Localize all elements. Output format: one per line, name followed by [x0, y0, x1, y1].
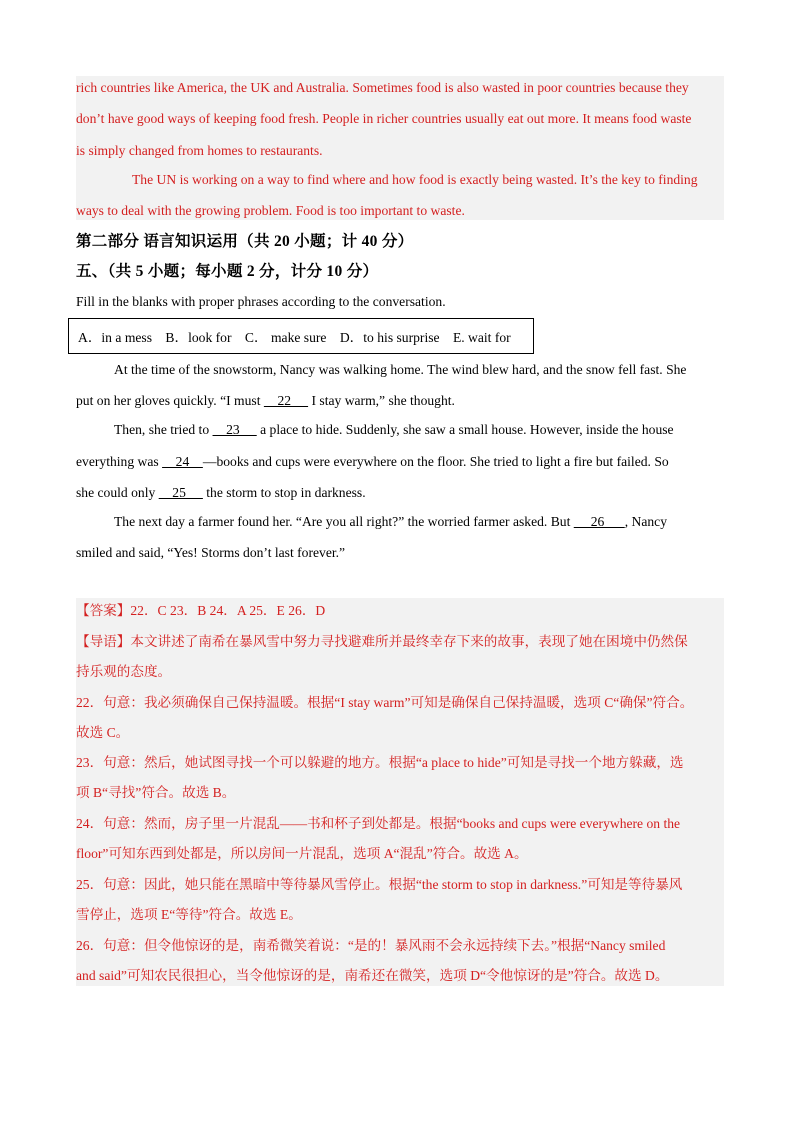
blank-24: 24 — [162, 454, 203, 469]
reading-line-1: rich countries like America, the UK and Australia. Sometimes food is also wasted in poor countries because they — [76, 80, 689, 95]
answer-line-2: 持乐观的态度。 — [76, 664, 172, 679]
instruction-text: Fill in the blanks with proper phrases according to the conversation. — [76, 294, 446, 309]
reading-line-5: ways to deal with the growing problem. Food is too important to waste. — [76, 203, 465, 218]
passage-line-3: Then, she tried to 23 a place to hide. Suddenly, she saw a small house. However, inside the house — [114, 422, 674, 437]
answer-line-4: 故选 C。 — [76, 725, 130, 740]
blank-22: 22 — [263, 393, 309, 408]
answer-line-10: 雪停止，选项 E“等待”符合。故选 E。 — [76, 907, 302, 922]
reading-line-2: don’t have good ways of keeping food fresh. People in richer countries usually eat out more. It means food waste — [76, 111, 692, 126]
part-title: 第二部分 语言知识运用（共 20 小题；计 40 分） — [76, 233, 414, 250]
blank-26: 26 — [573, 514, 625, 529]
option-a: A．in a mess — [78, 330, 153, 345]
passage-line-7: smiled and said, “Yes! Storms don’t last forever.” — [76, 545, 346, 560]
reading-line-3: is simply changed from homes to restaurants. — [76, 143, 323, 158]
answer-line-7: 24．句意：然而，房子里一片混乱——书和杯子到处都是。根据“books and cups were everywhere on the — [76, 816, 681, 831]
section-subtitle: 五、（共 5 小题；每小题 2 分，计分 10 分） — [76, 263, 379, 280]
answer-key: 【答案】22．C 23．B 24．A 25．E 26．D — [76, 603, 326, 618]
option-c: C． make sure — [244, 330, 327, 345]
answer-line-11: 26．句意：但令他惊讶的是，南希微笑着说：“是的！暴风雨不会永远持续下去。”根据“Nancy smiled — [76, 938, 666, 953]
option-e: E. wait for — [452, 330, 511, 345]
blank-23: 23 — [212, 422, 257, 437]
passage-line-4: everything was 24 —books and cups were everywhere on the floor. She tried to light a fire but failed. So — [76, 454, 669, 469]
answer-line-8: floor”可知东西到处都是，所以房间一片混乱，选项 A“混乱”符合。故选 A。 — [76, 846, 528, 861]
reading-line-4: The UN is working on a way to find where and how food is exactly being wasted. It’s the key to finding — [132, 172, 698, 187]
answer-line-9: 25．句意：因此，她只能在黑暗中等待暴风雪停止。根据“the storm to stop in darkness.”可知是等待暴风 — [76, 877, 683, 892]
passage-line-2: put on her gloves quickly. “I must 22 I stay warm,” she thought. — [76, 393, 455, 408]
answer-line-3: 22．句意：我必须确保自己保持温暖。根据“I stay warm”可知是确保自己保持温暖，选项 C“确保”符合。 — [76, 695, 694, 710]
passage-line-6: The next day a farmer found her. “Are you all right?” the worried farmer asked. But 26 , Nancy — [114, 514, 668, 529]
passage-line-5: she could only 25 the storm to stop in darkness. — [76, 485, 366, 500]
answer-line-6: 项 B“寻找”符合。故选 B。 — [76, 785, 236, 800]
option-d: D．to his surprise — [339, 330, 440, 345]
options-list — [78, 326, 521, 346]
answer-line-12: and said”可知农民很担心，当令他惊讶的是，南希还在微笑，选项 D“令他惊讶的是”符合。故选 D。 — [76, 968, 669, 983]
answer-line-5: 23．句意：然后，她试图寻找一个可以躲避的地方。根据“a place to hide”可知是寻找一个地方躲藏，选 — [76, 755, 684, 770]
option-b: B．look for — [165, 330, 232, 345]
answer-line-1: 【导语】本文讲述了南希在暴风雪中努力寻找避难所并最终幸存下来的故事，表现了她在困境中仍然保 — [76, 634, 688, 649]
passage-line-1: At the time of the snowstorm, Nancy was walking home. The wind blew hard, and the snow fell fast. She — [114, 362, 687, 377]
blank-25: 25 — [158, 485, 203, 500]
